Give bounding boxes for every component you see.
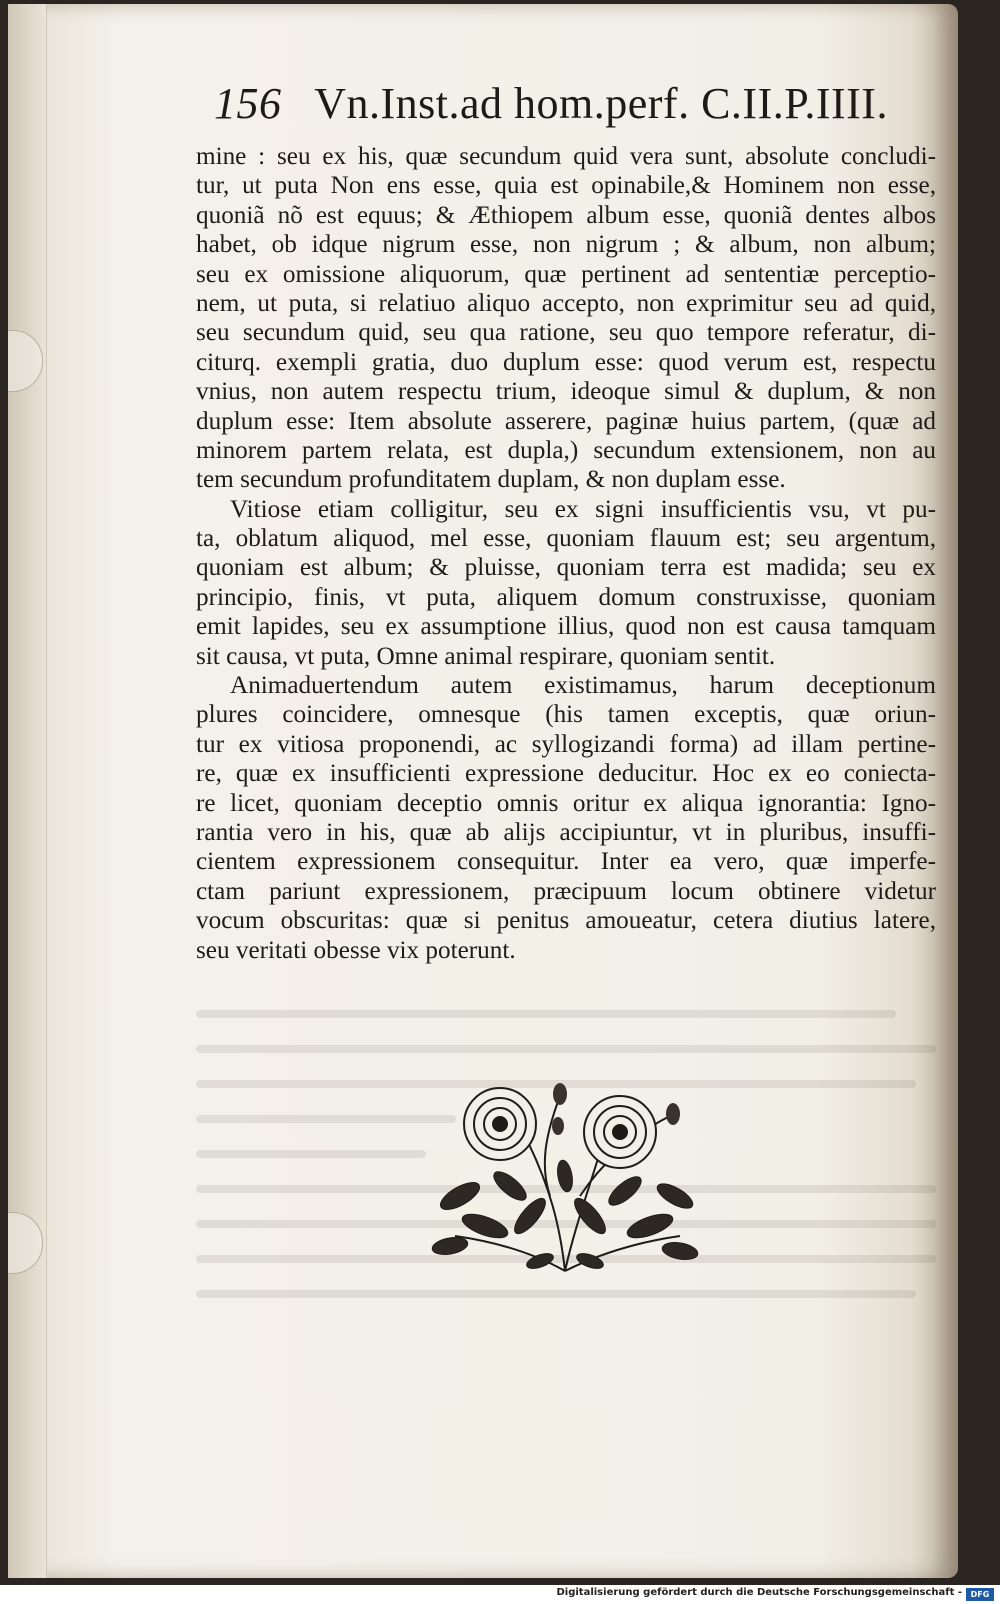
page-number: 156 [214,79,282,128]
text-line: plures coincidere, omnesque (his tamen exceptis, quæ oriun- [196,701,936,729]
paragraph-start-line: Animaduertendum autem existimamus, harum deceptionum [230,672,936,700]
text-line: tur, ut puta Non ens esse, quia est opinabile,& Hominem non esse, [196,172,936,200]
text-line: principio, finis, vt puta, aliquem domum construxisse, quoniam [196,583,936,611]
right-rose-icon [584,1096,656,1168]
text-line: quoniã nõ est equus; & Æthiopem album esse, quoniã dentes albos [196,201,936,229]
text-line: sit causa, vt puta, Omne animal respirare, quoniam sentit. [196,642,776,670]
digitization-footer [0,1585,1000,1604]
text-line: ctam pariunt expressionem, præcipuum locum obtinere videtur [196,877,936,905]
text-line: re licet, quoniam deceptio omnis oritur ex aliqua ignorantia: Igno- [196,789,936,817]
page-gutter [8,4,47,1578]
running-title: Vn.Inst.ad hom.perf. C.II.P.IIII. [314,79,888,128]
text-line: seu ex omissione aliquorum, quæ pertinent ad sententiæ perceptio- [196,260,936,288]
text-line: quoniam est album; & pluisse, quoniam terra est madida; seu ex [196,554,936,582]
left-rose-icon [464,1088,536,1160]
text-line: rantia vero in his, quæ ab alijs accipiuntur, vt in pluribus, insuffi- [196,818,936,846]
running-header [214,78,914,129]
text-line: nem, ut puta, si relatiuo aliquo accepto, non exprimitur seu ad quid, [196,289,936,317]
text-line: emit lapides, seu ex assumptione illius, quod non est causa tamquam [196,613,936,641]
paragraph-start-line: Vitiose etiam colligitur, seu ex signi insufficientis vsu, vt pu- [230,495,936,523]
text-line: mine : seu ex his, quæ secundum quid vera sunt, absolute concludi- [196,143,936,170]
funding-credit: Digitalisierung gefördert durch die Deutsche Forschungsgemeinschaft - [556,1587,962,1598]
text-line: tur ex vitiosa proponendi, ac syllogizandi forma) ad illam pertine- [196,730,936,758]
text-line: citurq. exempli gratia, duo duplum esse: quod verum est, respectu [196,348,936,376]
rose-woodcut-ornament [430,1076,700,1276]
text-line: habet, ob idque nigrum esse, non nigrum ; & album, non album; [196,231,936,259]
text-line: minorem partem relata, est dupla,) secundum extensionem, non au [196,436,936,464]
text-line: duplum esse: Item absolute asserere, paginæ huius partem, (quæ ad [196,407,936,435]
text-line: ta, oblatum aliquod, mel esse, quoniam flauum est; seu argentum, [196,525,936,553]
text-line: seu veritati obesse vix poterunt. [196,936,516,964]
text-line: cientem expressionem consequitur. Inter ea vero, quæ imperfe- [196,848,936,876]
body-text [196,142,936,965]
dfg-logo: DFG [966,1588,994,1601]
text-line: vocum obscuritas: quæ si penitus amoueatur, cetera diutius latere, [196,907,936,935]
text-line: vnius, non autem respectu trium, ideoque simul & duplum, & non [196,378,936,406]
text-line: seu secundum quid, seu qua ratione, seu quo tempore referatur, di- [196,319,936,347]
text-line: tem secundum profunditatem duplam, & non duplam esse. [196,466,786,494]
text-line: re, quæ ex insufficienti expressione deducitur. Hoc ex eo coniecta- [196,760,936,788]
